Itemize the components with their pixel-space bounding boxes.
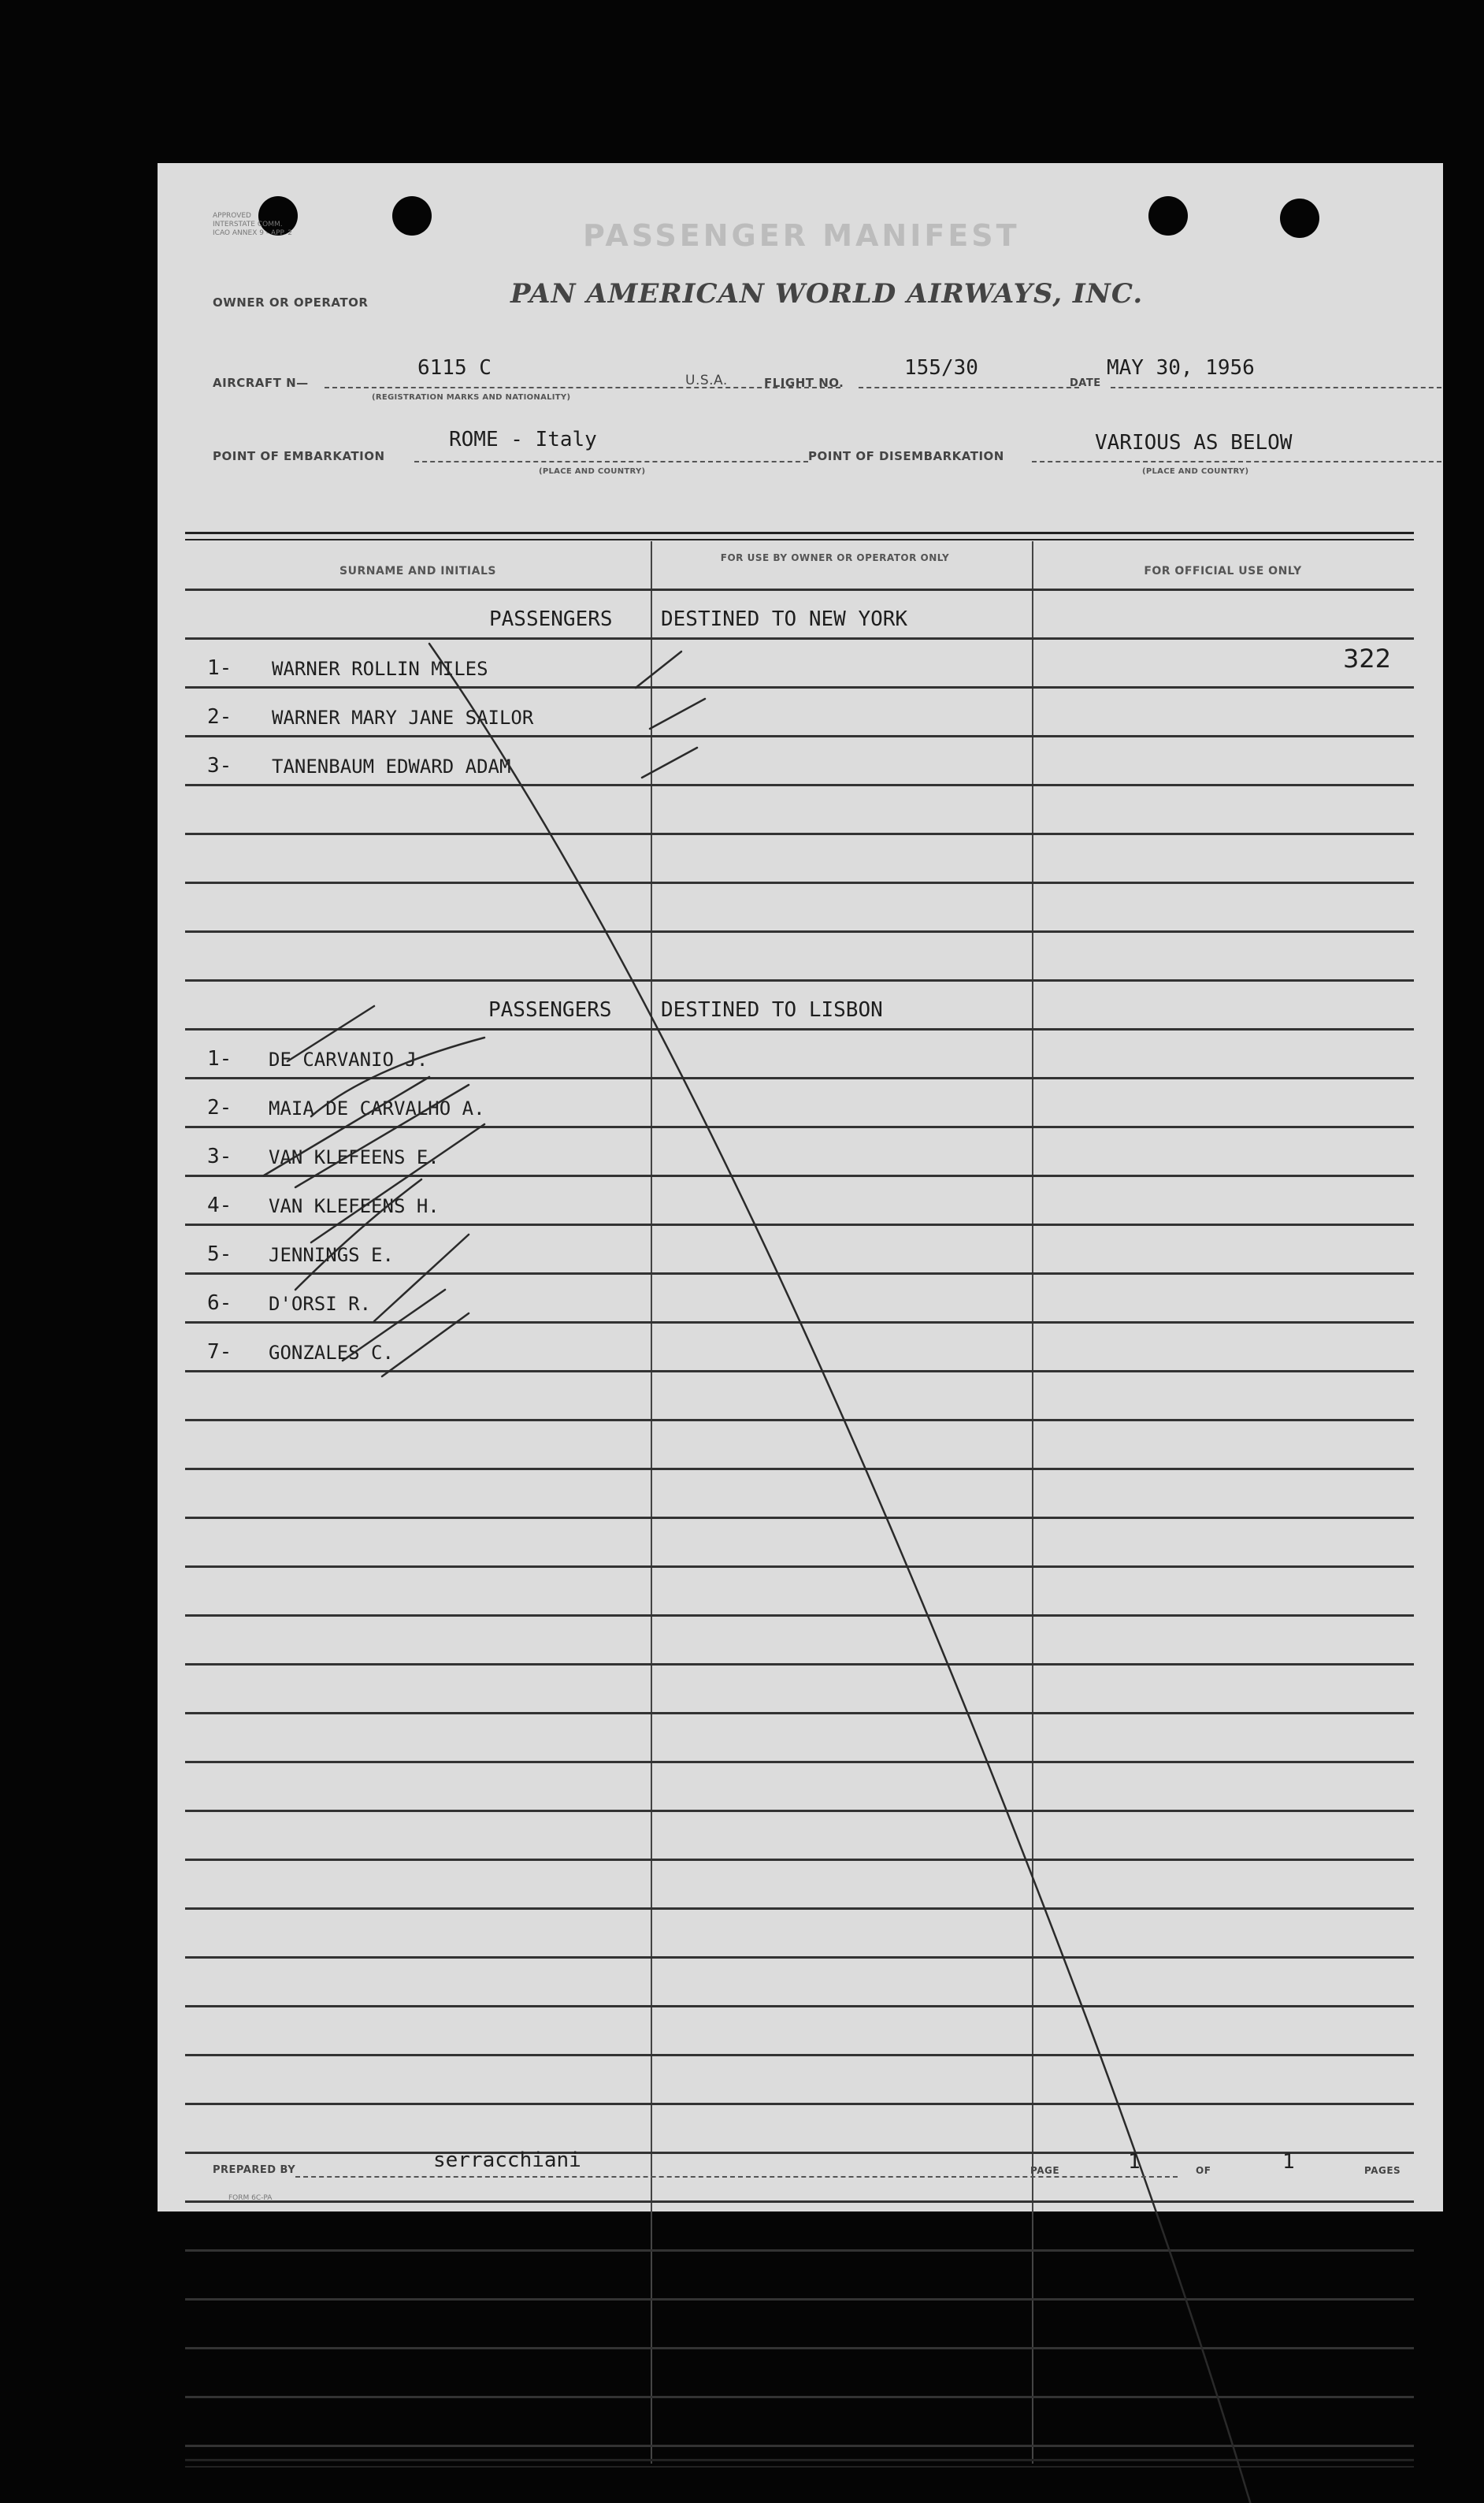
column-header-owner-use: FOR USE BY OWNER OR OPERATOR ONLY bbox=[720, 552, 950, 563]
passenger-name: JENNINGS E. bbox=[269, 1244, 394, 1266]
passenger-name: WARNER MARY JANE SAILOR bbox=[272, 707, 534, 729]
manifest-sheet bbox=[158, 163, 1443, 2211]
passenger-name: VAN KLEFEENS E. bbox=[269, 1146, 440, 1168]
manifest-table bbox=[185, 533, 1414, 2109]
passenger-number: 4- bbox=[207, 1194, 232, 1217]
aircraft-label: AIRCRAFT N— bbox=[213, 376, 309, 390]
embarkation-label: POINT OF EMBARKATION bbox=[213, 449, 385, 463]
approval-stamp bbox=[213, 212, 292, 238]
owner-label: OWNER OR OPERATOR bbox=[213, 295, 369, 310]
group-heading-destination: DESTINED TO LISBON bbox=[661, 998, 883, 1022]
check-mark bbox=[288, 1006, 374, 1061]
passenger-name: GONZALES C. bbox=[269, 1342, 394, 1364]
passenger-number: 1- bbox=[207, 1047, 232, 1071]
date-label: DATE bbox=[1070, 377, 1101, 389]
passenger-number: 2- bbox=[207, 705, 232, 729]
date-fill-line bbox=[1111, 387, 1441, 388]
punch-hole-left-2 bbox=[392, 196, 432, 236]
passenger-name: VAN KLEFEENS H. bbox=[269, 1195, 440, 1217]
approval-stamp-line: INTERSTATE COMM. bbox=[213, 221, 283, 228]
group-heading-destination: DESTINED TO NEW YORK bbox=[661, 607, 908, 631]
aircraft-value: 6115 C bbox=[417, 356, 492, 380]
check-mark bbox=[429, 644, 1264, 2503]
check-mark bbox=[311, 1038, 484, 1116]
usa-label: U.S.A. bbox=[685, 373, 728, 388]
page-label: PAGE bbox=[1030, 2165, 1060, 2176]
group-heading-passengers: PASSENGERS bbox=[489, 607, 613, 631]
form-number: FORM 6C-PA bbox=[228, 2194, 273, 2202]
passenger-number: 1- bbox=[207, 656, 232, 680]
check-mark bbox=[295, 1085, 469, 1187]
form-title: PASSENGER MANIFEST bbox=[583, 218, 1020, 253]
embarkation-sublabel: (PLACE AND COUNTRY) bbox=[539, 467, 646, 476]
check-mark bbox=[382, 1313, 469, 1376]
passenger-number: 5- bbox=[207, 1242, 232, 1266]
passenger-name: TANENBAUM EDWARD ADAM bbox=[272, 756, 511, 778]
check-mark bbox=[343, 1290, 445, 1361]
aircraft-sublabel: (REGISTRATION MARKS AND NATIONALITY) bbox=[372, 393, 571, 402]
flight-fill-line bbox=[859, 387, 1079, 388]
passenger-name: MAIA DE CARVALHO A. bbox=[269, 1097, 485, 1120]
disembarkation-label: POINT OF DISEMBARKATION bbox=[808, 449, 1004, 463]
of-label: OF bbox=[1196, 2165, 1211, 2176]
column-header-official-use: FOR OFFICIAL USE ONLY bbox=[1144, 565, 1302, 577]
passenger-number: 6- bbox=[207, 1291, 232, 1315]
date-value: MAY 30, 1956 bbox=[1107, 356, 1255, 380]
official-note: 322 bbox=[1343, 644, 1392, 674]
flight-value: 155/30 bbox=[904, 356, 978, 380]
aircraft-fill-line bbox=[325, 387, 840, 388]
page-number: 1 bbox=[1128, 2150, 1141, 2174]
disembarkation-value: VARIOUS AS BELOW bbox=[1095, 431, 1293, 455]
check-mark bbox=[374, 1235, 469, 1321]
punch-hole-right-1 bbox=[1148, 196, 1188, 236]
embarkation-fill-line bbox=[414, 461, 808, 462]
disembarkation-sublabel: (PLACE AND COUNTRY) bbox=[1142, 467, 1249, 476]
prepared-by-label: PREPARED BY bbox=[213, 2164, 296, 2176]
approval-stamp-line: ICAO ANNEX 9 - APP. 2 bbox=[213, 229, 292, 237]
check-mark bbox=[636, 652, 681, 688]
total-pages: 1 bbox=[1282, 2150, 1295, 2174]
check-mark bbox=[295, 1179, 421, 1290]
passenger-number: 3- bbox=[207, 1145, 232, 1168]
pages-label: PAGES bbox=[1364, 2165, 1401, 2176]
operator-name: PAN AMERICAN WORLD AIRWAYS, INC. bbox=[510, 278, 1144, 310]
passenger-name: WARNER ROLLIN MILES bbox=[272, 658, 488, 680]
approval-stamp-line: APPROVED bbox=[213, 212, 251, 220]
prepared-by-fill-line bbox=[295, 2176, 1178, 2178]
punch-hole-right-2 bbox=[1280, 199, 1319, 238]
passenger-number: 3- bbox=[207, 754, 232, 778]
passenger-number: 2- bbox=[207, 1096, 232, 1120]
column-header-surname: SURNAME AND INITIALS bbox=[339, 565, 496, 577]
pen-marks bbox=[185, 533, 1414, 2503]
passenger-name: DE CARVANIO J. bbox=[269, 1049, 429, 1071]
check-mark bbox=[642, 748, 697, 778]
passenger-number: 7- bbox=[207, 1340, 232, 1364]
check-mark bbox=[311, 1124, 484, 1242]
flight-label: FLIGHT NO. bbox=[764, 376, 844, 390]
group-heading-passengers: PASSENGERS bbox=[488, 998, 612, 1022]
disembarkation-fill-line bbox=[1032, 461, 1441, 462]
embarkation-value: ROME - Italy bbox=[449, 428, 597, 451]
check-mark bbox=[650, 699, 705, 729]
passenger-name: D'ORSI R. bbox=[269, 1293, 372, 1315]
prepared-by-value: serracchiani bbox=[433, 2148, 581, 2172]
